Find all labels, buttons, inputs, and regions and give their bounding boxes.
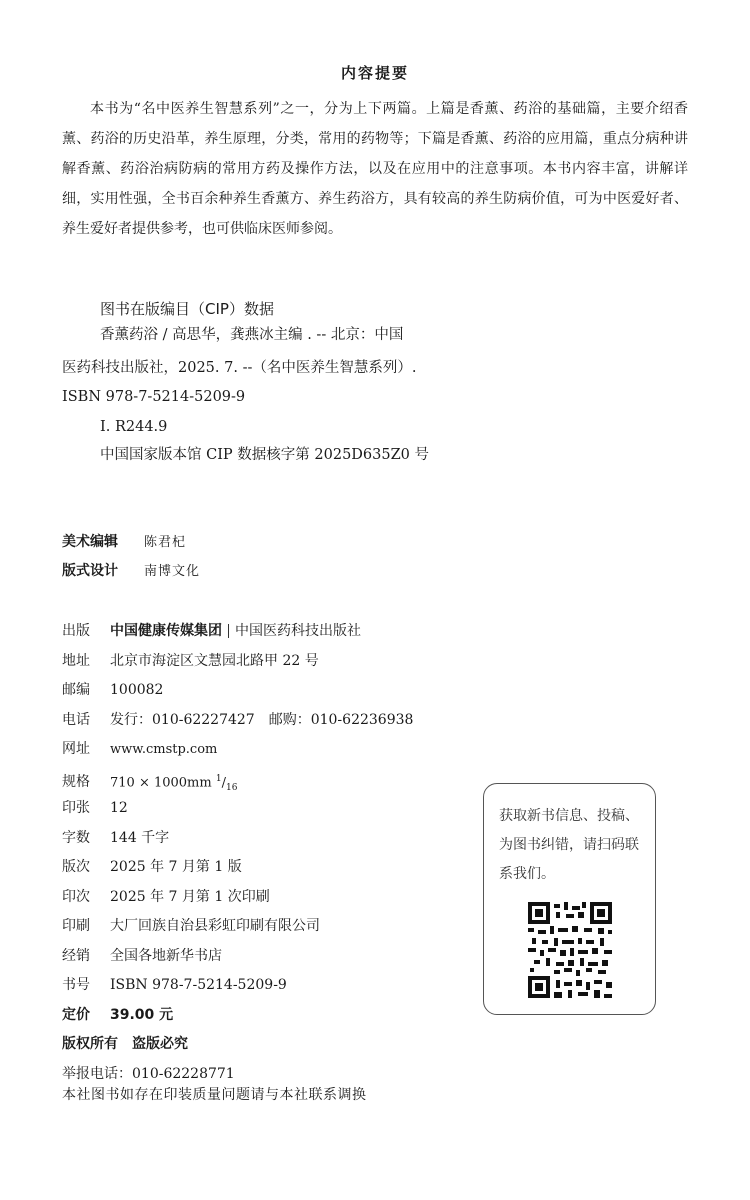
format-fraction-numerator: 1 xyxy=(215,773,222,784)
publisher-row xyxy=(62,617,413,647)
qr-code-icon[interactable] xyxy=(528,902,612,998)
summary-title: 内容提要 xyxy=(340,64,409,82)
sheets-label: 印张 xyxy=(62,800,90,816)
publisher-label: 出版 xyxy=(62,623,90,639)
publisher-group: 中国健康传媒集团 xyxy=(110,623,222,639)
credit-layout xyxy=(62,557,200,586)
edition-row xyxy=(62,853,413,883)
edition-label: 版次 xyxy=(62,859,90,875)
isbn-row xyxy=(62,971,413,1001)
format-value: 710 × 1000mm xyxy=(110,774,212,790)
postcode-value: 100082 xyxy=(110,682,164,698)
printing-value: 2025 年 7 月第 1 次印刷 xyxy=(110,888,270,905)
distributor-label: 经销 xyxy=(62,947,90,964)
printer-value: 大厂回族自治县彩虹印刷有限公司 xyxy=(110,918,320,934)
format-row: 规格 710 × 1000mm $^1/_{16}$ xyxy=(62,765,413,795)
website-value: www.cmstp.com xyxy=(110,742,218,757)
art-editor-name: 陈君杞 xyxy=(144,535,187,550)
words-label: 字数 xyxy=(62,829,90,846)
publisher-name: 中国医药科技出版社 xyxy=(235,623,361,639)
phone-row xyxy=(62,706,413,736)
website-label: 网址 xyxy=(62,741,90,757)
layout-label: 版式设计 xyxy=(62,563,118,579)
isbn-value: ISBN 978-7-5214-5209-9 xyxy=(110,977,287,993)
report-phone: 举报电话：010-62228771 xyxy=(62,1065,235,1082)
words-value: 144 千字 xyxy=(110,829,170,846)
copyright-notice: 版权所有 盗版必究 xyxy=(62,1036,188,1052)
layout-name: 南博文化 xyxy=(144,564,201,579)
format-label: 规格 xyxy=(62,773,90,790)
distributor-value: 全国各地新华书店 xyxy=(110,947,222,964)
summary-text: 本书为“名中医养生智慧系列”之一，分为上下两篇。上篇是香薰、药浴的基础篇，主要介绍香薰、药浴的历史沿革，养生原理，分类，常用的药物等；下篇是香薰、药浴的应用篇，重点分病种讲解香薰、药浴治病防病的常用方药及操作方法，以及在应用中的注意事项。本书内容丰富，讲解详细，实用性强，全书百余种养生香薰方、养生药浴方，具有较高的养生防病价值，可为中医爱好者、养生爱好者提供参考，也可供临床医师参阅。 xyxy=(62,101,688,237)
postcode-label: 邮编 xyxy=(62,682,90,698)
printer-label: 印刷 xyxy=(62,918,90,934)
postcode-row xyxy=(62,676,413,706)
isbn-label: 书号 xyxy=(62,977,90,993)
distributor-row xyxy=(62,942,413,972)
publisher-divider xyxy=(228,624,229,638)
website-row xyxy=(62,735,413,765)
printing-label: 印次 xyxy=(62,888,90,905)
quality-notice: 本社图书如存在印装质量问题请与本社联系调换 xyxy=(62,1087,367,1103)
price-row xyxy=(62,1001,413,1031)
cip-title: 图书在版编目（CIP）数据 xyxy=(100,300,274,318)
words-row xyxy=(62,824,413,854)
qr-box xyxy=(483,783,656,1015)
printer-row xyxy=(62,912,413,942)
cip-line-1: 香薰药浴 / 高思华，龚燕冰主编 . -- 北京：中国 xyxy=(100,327,404,343)
price-label: 定价 xyxy=(62,1006,90,1023)
address-label: 地址 xyxy=(62,652,90,669)
address-value: 北京市海淀区文慧园北路甲 22 号 xyxy=(110,652,319,669)
art-editor-label: 美术编辑 xyxy=(62,534,118,550)
cip-line-3: ISBN 978-7-5214-5209-9 xyxy=(62,389,246,405)
sheets-row xyxy=(62,794,413,824)
phone-value: 发行：010-62227427 邮购：010-62236938 xyxy=(110,711,414,728)
format-fraction-denominator: 16 xyxy=(225,782,238,793)
credit-art-editor xyxy=(62,528,186,557)
phone-label: 电话 xyxy=(62,711,90,728)
cip-line-4: Ⅰ. R244.9 xyxy=(100,419,168,435)
edition-value: 2025 年 7 月第 1 版 xyxy=(110,859,242,875)
price-value: 39.00 元 xyxy=(110,1006,174,1023)
address-row xyxy=(62,647,413,677)
publication-info xyxy=(62,617,413,1089)
cip-line-5: 中国国家版本馆 CIP 数据核字第 2025D635Z0 号 xyxy=(100,447,430,463)
cip-line-2: 医药科技出版社，2025. 7. --（名中医养生智慧系列）. xyxy=(62,360,417,376)
sheets-value: 12 xyxy=(110,800,128,816)
qr-caption: 获取新书信息、投稿、为图书纠错，请扫码联系我们。 xyxy=(499,808,639,882)
printing-row xyxy=(62,883,413,913)
